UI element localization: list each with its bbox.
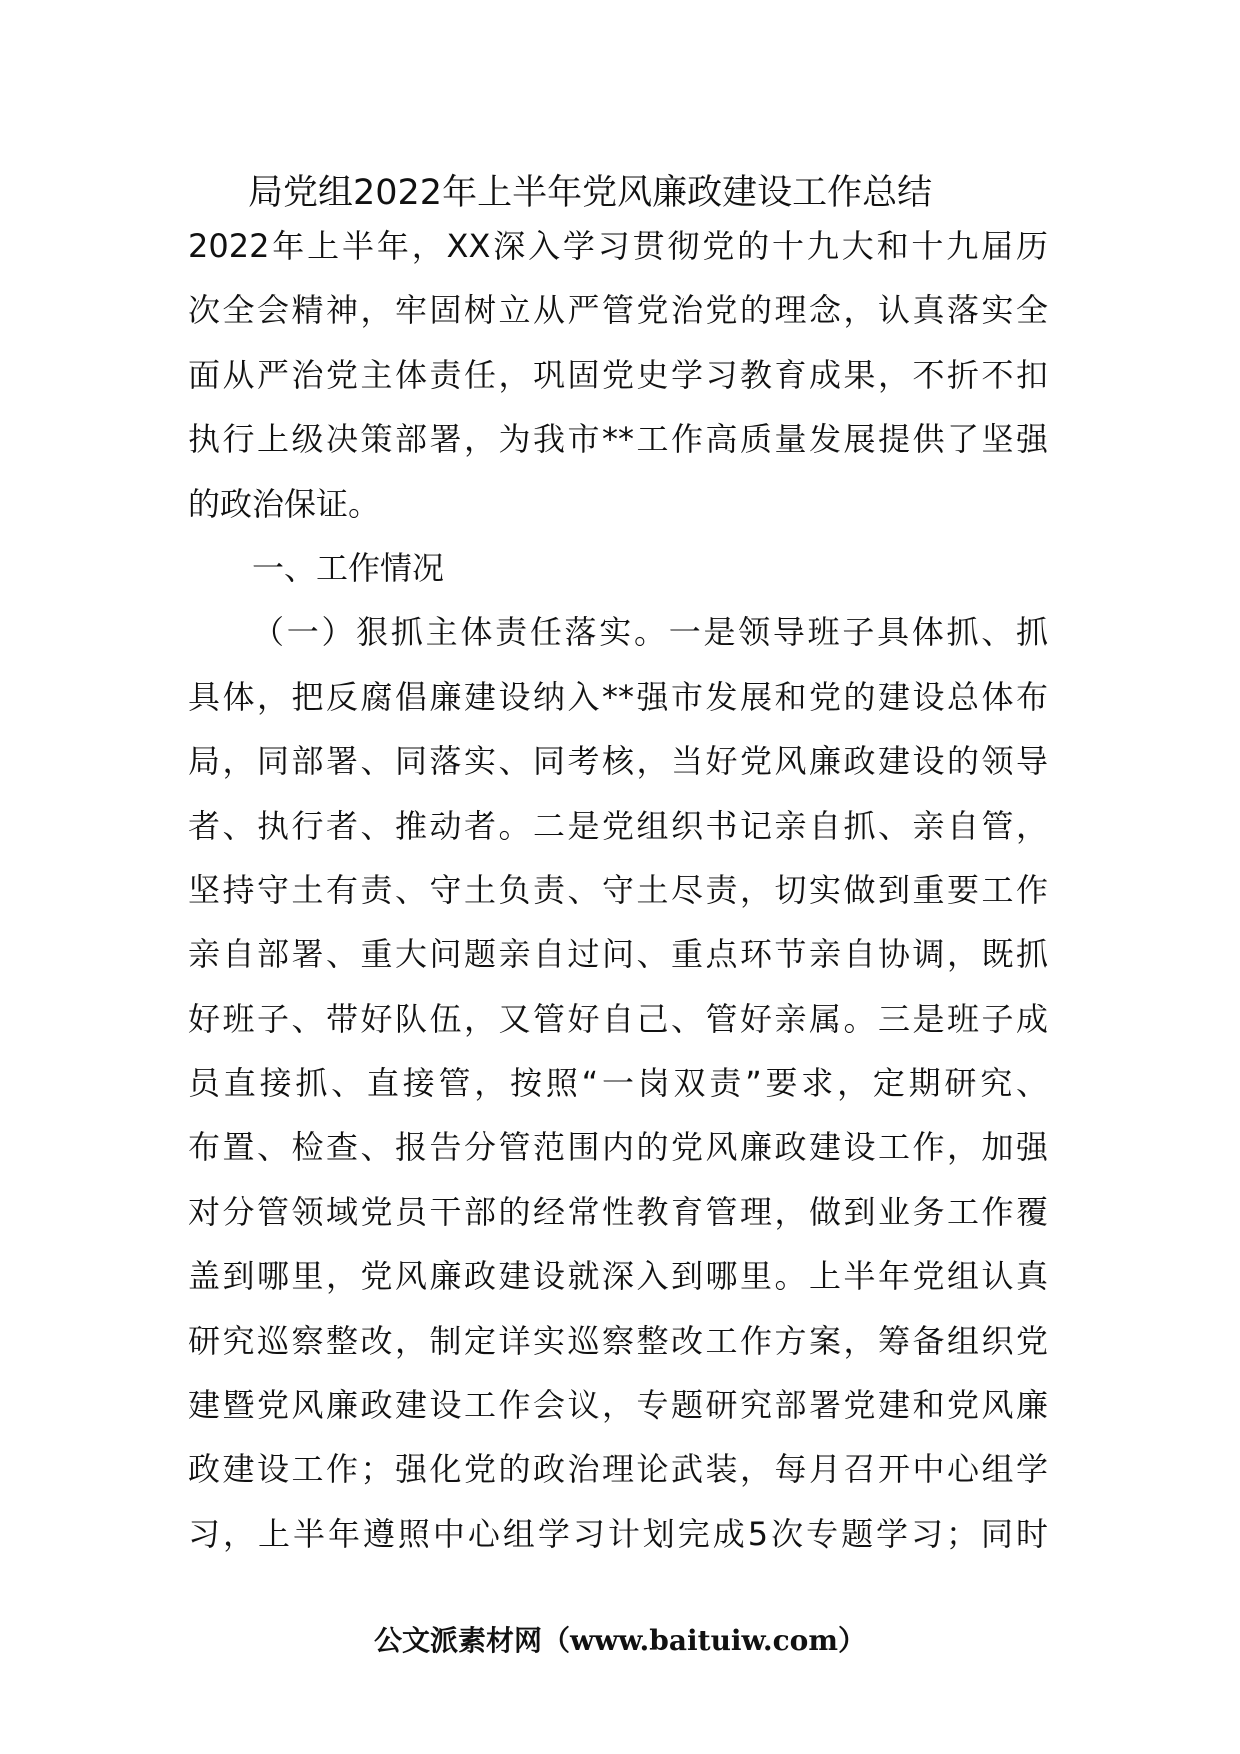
paragraph-line: 政建设工作；强化党的政治理论武装，每月召开中心组学	[188, 1450, 1048, 1489]
section-heading: 一、工作情况	[252, 548, 445, 587]
paragraph-line: 者、执行者、推动者。二是党组织书记亲自抓、亲自管，	[188, 806, 1048, 845]
intro-line: 的政治保证。	[188, 484, 381, 523]
paragraph-line: 建暨党风廉政建设工作会议，专题研究部署党建和党风廉	[188, 1386, 1048, 1425]
document-title: 局党组2022年上半年党风廉政建设工作总结	[248, 173, 933, 213]
paragraph-line: 具体，把反腐倡廉建设纳入**强市发展和党的建设总体布	[188, 677, 1048, 716]
paragraph-line: 坚持守土有责、守土负责、守土尽责，切实做到重要工作	[188, 870, 1048, 909]
paragraph-line: 亲自部署、重大问题亲自过问、重点环节亲自协调，既抓	[188, 935, 1048, 974]
paragraph-line: 好班子、带好队伍，又管好自己、管好亲属。三是班子成	[188, 999, 1048, 1038]
intro-line: 执行上级决策部署，为我市**工作高质量发展提供了坚强	[188, 420, 1048, 459]
paragraph-line: 研究巡察整改，制定详实巡察整改工作方案，筹备组织党	[188, 1321, 1048, 1360]
paragraph-line: 对分管领域党员干部的经常性教育管理，做到业务工作覆	[188, 1192, 1048, 1231]
paragraph-line: 布置、检查、报告分管范围内的党风廉政建设工作，加强	[188, 1128, 1048, 1167]
paragraph-line: 盖到哪里，党风廉政建设就深入到哪里。上半年党组认真	[188, 1257, 1048, 1296]
footer-watermark: 公文派素材网（www.baituiw.com）	[374, 1624, 866, 1657]
intro-line: 面从严治党主体责任，巩固党史学习教育成果，不折不扣	[188, 355, 1048, 394]
paragraph-line: 习，上半年遵照中心组学习计划完成5次专题学习；同时	[188, 1514, 1048, 1553]
paragraph-line: 员直接抓、直接管，按照“一岗双责”要求，定期研究、	[188, 1064, 1048, 1103]
paragraph-line: （一）狠抓主体责任落实。一是领导班子具体抓、抓	[252, 613, 1048, 652]
intro-line: 次全会精神，牢固树立从严管党治党的理念，认真落实全	[188, 291, 1048, 330]
paragraph-line: 局，同部署、同落实、同考核，当好党风廉政建设的领导	[188, 742, 1048, 781]
intro-line: 2022年上半年，XX深入学习贯彻党的十九大和十九届历	[188, 227, 1048, 265]
document-body	[188, 214, 1048, 1566]
